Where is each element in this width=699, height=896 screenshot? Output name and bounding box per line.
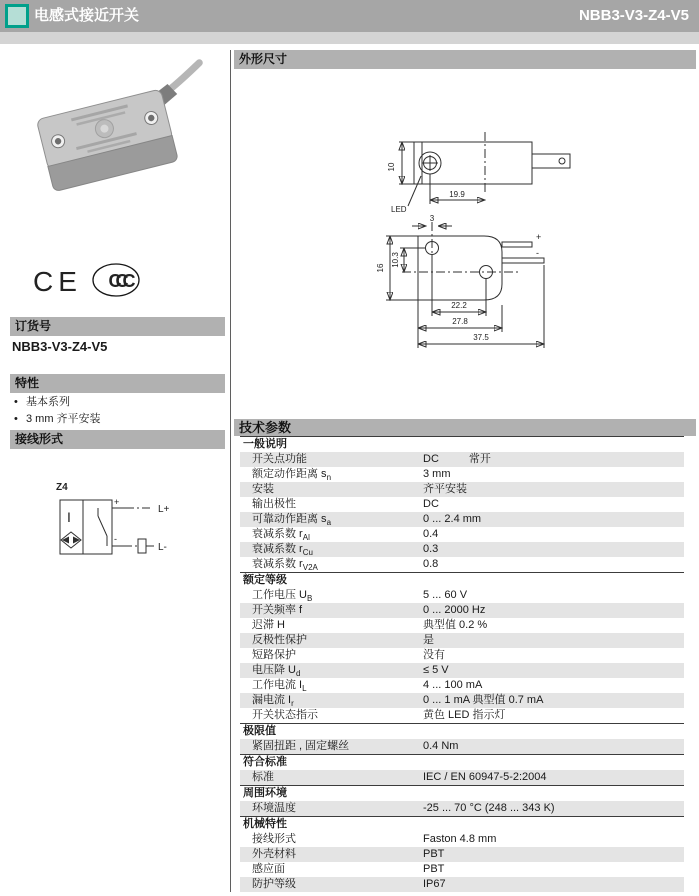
param-row <box>240 618 684 633</box>
tech-table <box>240 436 684 892</box>
param-value: IP67 <box>423 878 446 890</box>
param-label: 标准 <box>252 771 274 783</box>
param-label: 可靠动作距离 $s_a$ <box>252 513 332 528</box>
param-value: 0.4 <box>423 528 439 540</box>
param-group-header: 符合标准 <box>240 754 684 770</box>
dim-height-label: 16 <box>376 263 385 273</box>
param-label: 额定动作距离 $s_n$ <box>252 468 332 483</box>
param-label-subscript: d <box>296 669 301 679</box>
param-label: 开关点功能 <box>252 453 307 465</box>
param-label: 衰减系数 $r_{Al}$ <box>252 528 310 543</box>
param-row <box>240 557 684 572</box>
param-label: 工作电压 $U_B$ <box>252 589 313 604</box>
header-bar <box>0 0 699 32</box>
ccc-mark-icon: CCC <box>108 271 130 291</box>
wiring-diagram <box>46 478 231 573</box>
param-value-secondary: 常开 <box>468 453 491 465</box>
param-value: 0.3 <box>423 543 439 555</box>
param-label: 环境温度 <box>252 802 296 814</box>
dim-length-label: 19.9 <box>449 190 465 199</box>
param-row <box>240 739 684 754</box>
param-value: ≤ 5 V <box>423 664 449 676</box>
param-row <box>240 877 684 892</box>
param-row <box>240 452 684 467</box>
param-row <box>240 847 684 862</box>
param-value: PBT <box>423 848 445 860</box>
param-row <box>240 467 684 482</box>
param-label-subscript: a <box>326 518 332 528</box>
param-label: 感应面 <box>252 863 285 875</box>
param-label: 开关状态指示 <box>252 709 318 721</box>
param-row <box>240 678 684 693</box>
param-row <box>240 693 684 708</box>
header-substrip <box>0 32 699 44</box>
param-label-subscript: L <box>302 684 307 694</box>
param-value: Faston 4.8 mm <box>423 833 497 845</box>
param-label: 衰减系数 $r_{Cu}$ <box>252 543 313 558</box>
param-value: 0.8 <box>423 558 439 570</box>
param-group-header: 机械特性 <box>240 816 684 832</box>
header-product-code: NBB3-V3-Z4-V5 <box>578 7 689 24</box>
param-row <box>240 832 684 847</box>
param-label-subscript: Al <box>302 533 310 543</box>
param-value: DC <box>423 453 439 465</box>
column-divider <box>230 50 231 892</box>
param-value: 3 mm <box>423 468 451 480</box>
param-label: 输出极性 <box>252 498 296 510</box>
param-group-header: 一般说明 <box>240 436 684 452</box>
param-label-subscript: V2A <box>302 563 318 573</box>
param-value: 0.4 Nm <box>423 740 459 752</box>
param-value: PBT <box>423 863 445 875</box>
param-group-header: 极限值 <box>240 723 684 739</box>
param-group-header: 额定等级 <box>240 572 684 588</box>
param-value: 0 ... 2.4 mm <box>423 513 482 525</box>
param-row <box>240 633 684 648</box>
plus-terminal-label: + <box>114 497 120 507</box>
feature-item: • 3 mm 齐平安装 <box>12 411 217 428</box>
param-row <box>240 862 684 877</box>
param-value: 0 ... 1 mA 典型值 0.7 mA <box>423 694 544 706</box>
dim-hole-width-label: 3 <box>429 214 435 223</box>
param-value: 典型值 0.2 % <box>423 619 488 631</box>
param-row <box>240 770 684 785</box>
param-label-subscript: Cu <box>302 548 313 558</box>
feature-item: • 基本系列 <box>12 394 217 411</box>
param-label: 反极性保护 <box>252 634 307 646</box>
param-label: 紧固扭距 , 固定螺丝 <box>252 740 350 752</box>
param-group-header: 周围环境 <box>240 785 684 801</box>
wire-plus-label: L+ <box>158 504 170 515</box>
param-row <box>240 708 684 723</box>
param-label: 开关频率 f <box>252 604 303 616</box>
param-row <box>240 482 684 497</box>
sensor-symbol: I <box>67 509 71 525</box>
param-row <box>240 588 684 603</box>
param-row <box>240 542 684 557</box>
document-title: 电感式接近开关 <box>34 7 140 24</box>
param-label: 电压降 $U_d$ <box>252 664 301 679</box>
dim-total-length-label: 37.5 <box>473 333 489 342</box>
led-callout-label: LED <box>391 205 407 214</box>
param-value: 齐平安装 <box>423 483 467 495</box>
param-row <box>240 663 684 678</box>
param-label: 迟滞 H <box>252 619 285 631</box>
dim-height-label: 10 <box>387 162 396 172</box>
param-label: 漏电流 $I_r$ <box>252 694 294 709</box>
param-label-subscript: n <box>326 473 332 483</box>
param-value: 5 ... 60 V <box>423 589 468 601</box>
minus-terminal-label: - <box>114 534 117 544</box>
param-row <box>240 497 684 512</box>
param-value: 没有 <box>423 649 445 661</box>
dim-hole-spacing-label: 22.2 <box>451 301 467 310</box>
brand-square-icon <box>5 4 29 28</box>
param-label-subscript: B <box>307 594 313 604</box>
minus-pin-label: - <box>536 248 539 258</box>
param-value: DC <box>423 498 439 510</box>
dim-body-length-label: 27.8 <box>452 317 468 326</box>
param-label: 安装 <box>252 483 274 495</box>
param-row <box>240 512 684 527</box>
certification-marks <box>30 258 170 302</box>
param-label: 接线形式 <box>252 833 296 845</box>
plus-pin-label: + <box>536 232 542 242</box>
param-label: 防护等级 <box>252 878 296 890</box>
param-label: 外壳材料 <box>252 848 296 860</box>
param-label: 衰减系数 $r_{V2A}$ <box>252 558 318 573</box>
wiring-diagram-label: Z4 <box>56 482 68 493</box>
param-row <box>240 648 684 663</box>
param-label: 短路保护 <box>252 649 296 661</box>
param-value: 是 <box>423 634 434 646</box>
features-list <box>12 394 217 428</box>
features-section-header: 特性 <box>10 374 225 393</box>
param-value: -25 ... 70 °C (248 ... 343 K) <box>423 802 555 814</box>
order-number: NBB3-V3-Z4-V5 <box>12 339 108 354</box>
dimension-drawing-side-view <box>386 124 616 216</box>
param-row <box>240 527 684 542</box>
param-value: IEC / EN 60947-5-2:2004 <box>423 771 547 783</box>
connection-section-header: 接线形式 <box>10 430 225 449</box>
order-section-header: 订货号 <box>10 317 225 336</box>
param-value: 黄色 LED 指示灯 <box>423 709 506 721</box>
param-value: 4 ... 100 mA <box>423 679 483 691</box>
param-label: 工作电流 $I_L$ <box>252 679 307 694</box>
param-row <box>240 603 684 618</box>
param-label-subscript: r <box>291 699 294 709</box>
dimension-drawing-top-view <box>350 210 575 362</box>
product-photo <box>18 55 218 235</box>
wire-minus-label: L- <box>158 542 167 553</box>
dimensions-section-header: 外形尺寸 <box>234 50 696 69</box>
ce-mark-icon: CE <box>33 266 82 297</box>
tech-section-header: 技术参数 <box>234 419 696 436</box>
dim-hole-axis-label: 10.3 <box>391 252 400 268</box>
param-row <box>240 801 684 816</box>
param-value: 0 ... 2000 Hz <box>423 604 486 616</box>
